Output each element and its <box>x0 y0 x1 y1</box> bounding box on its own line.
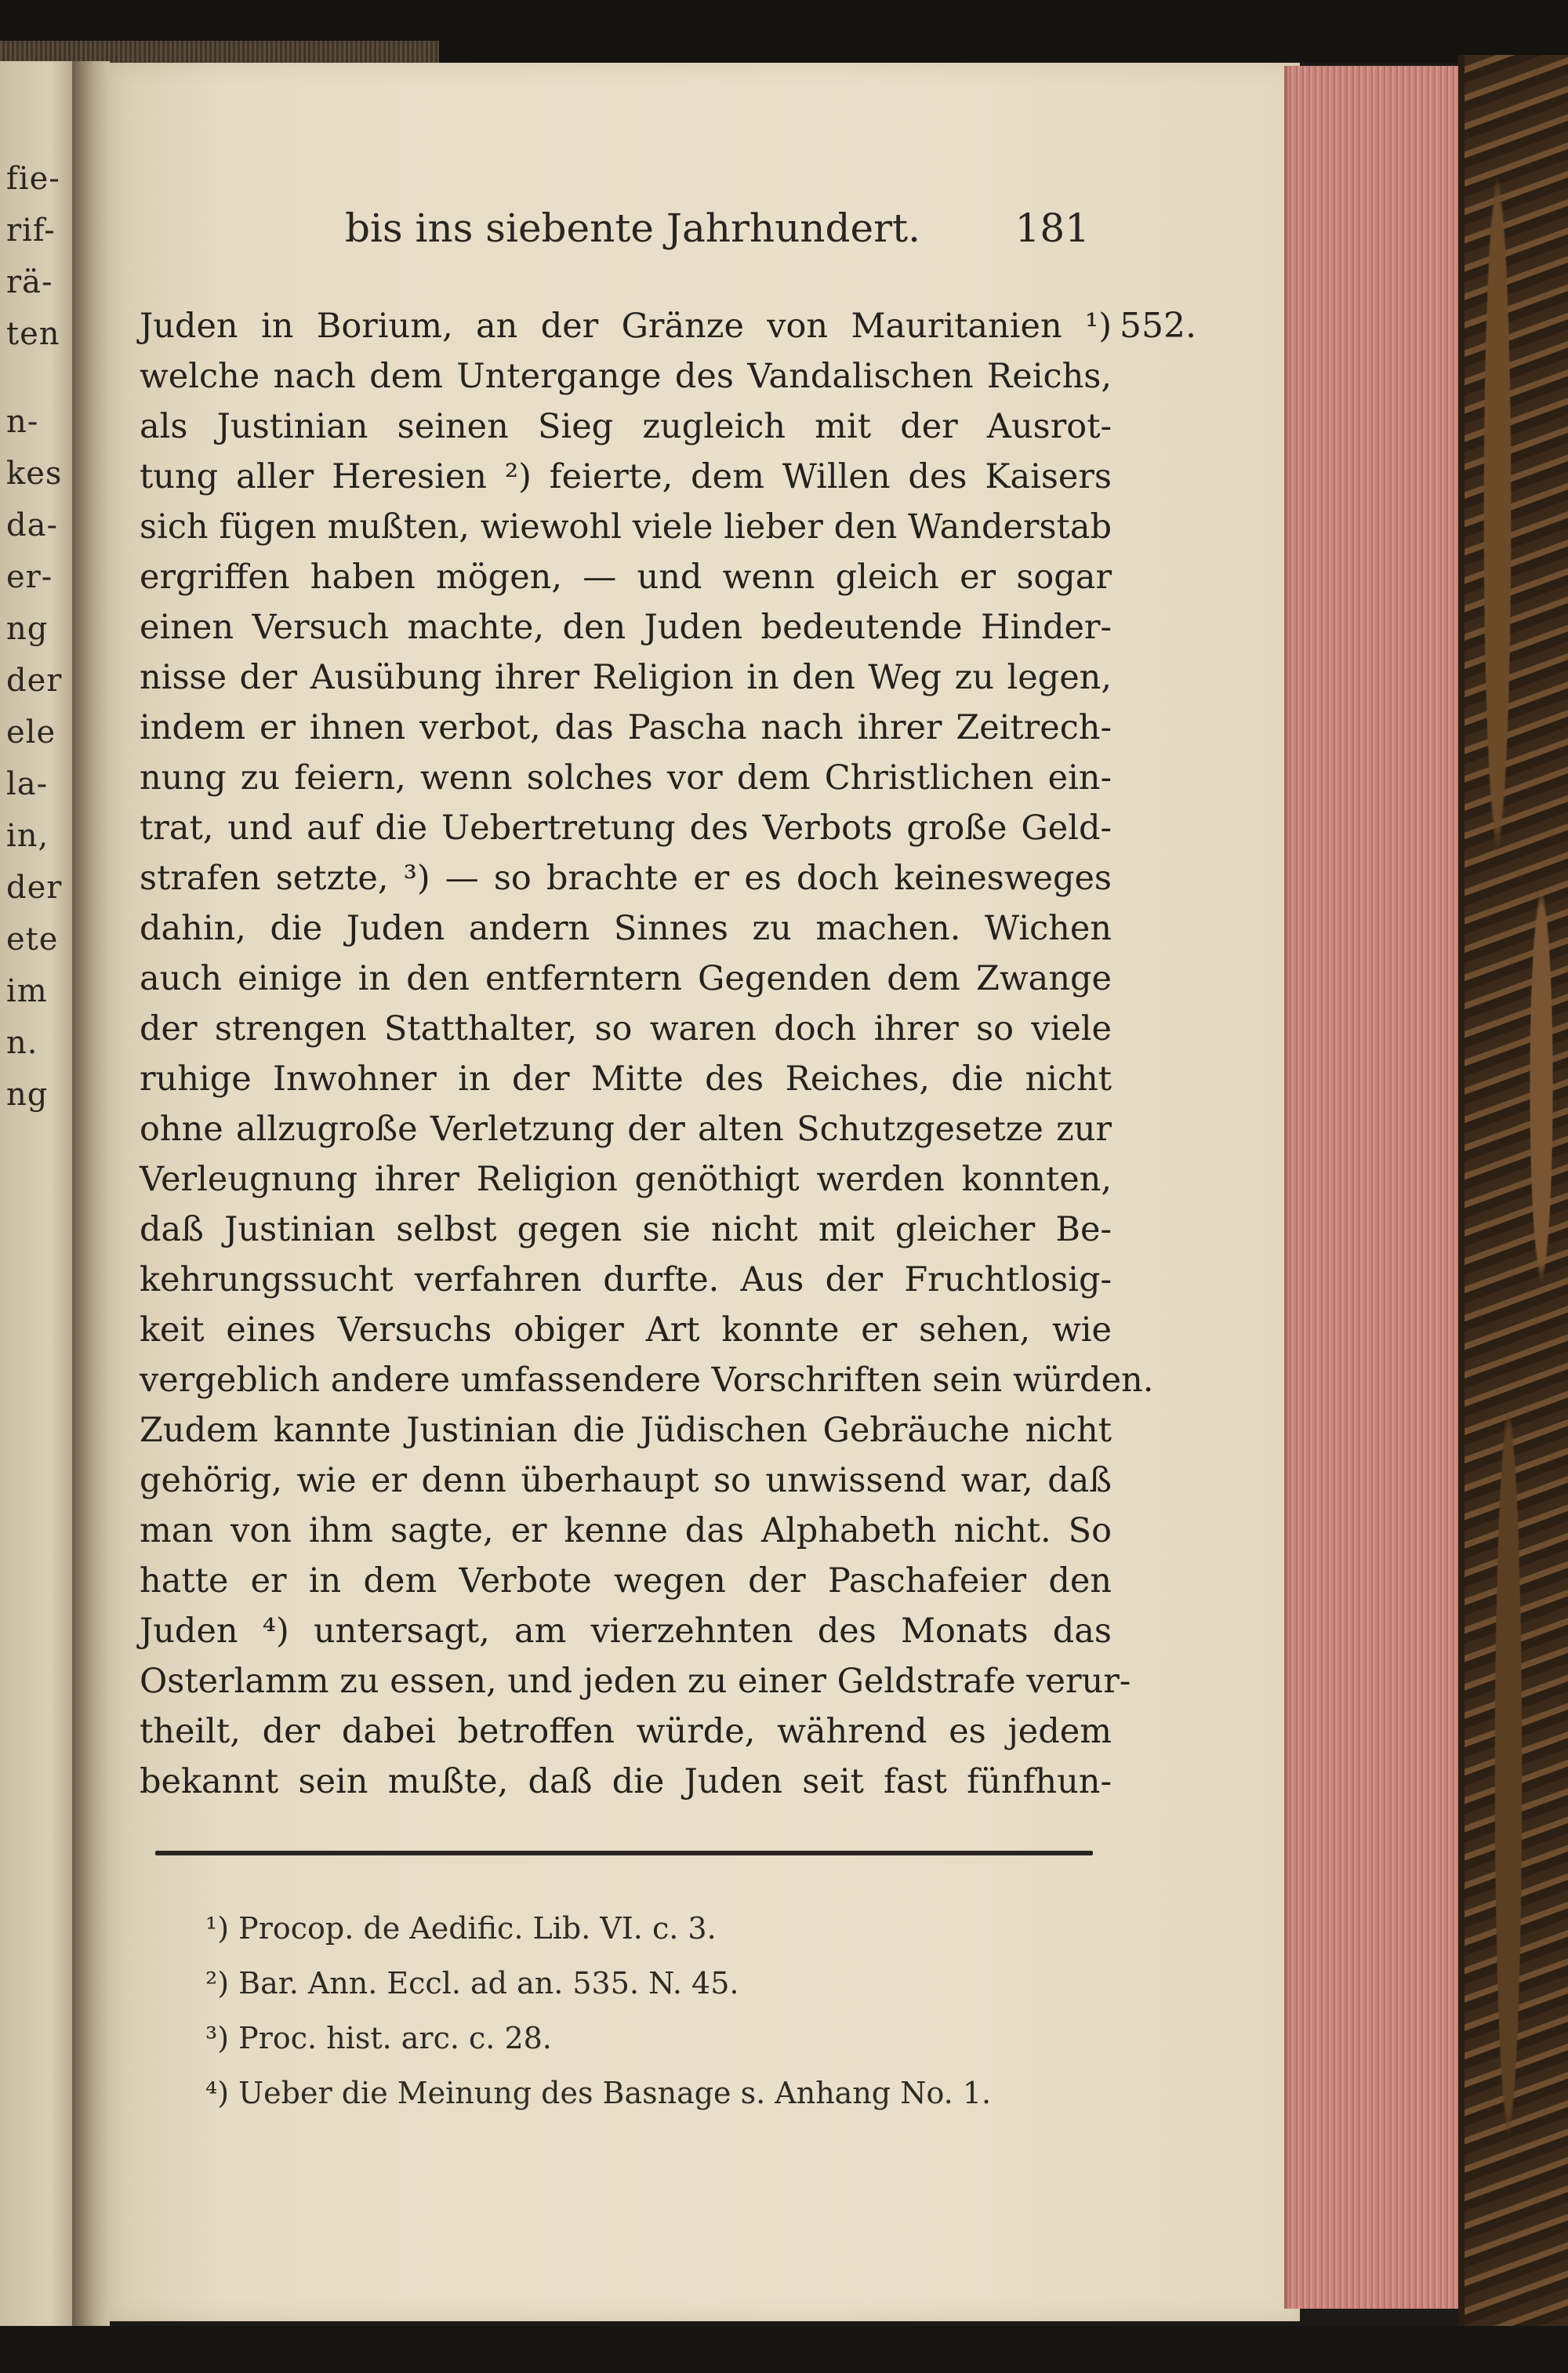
text-line: Juden ⁴) untersagt, am vierzehnten des Monats das <box>140 1612 1112 1651</box>
text-line: Zudem kannte Justinian die Jüdischen Gebräuche nicht <box>140 1411 1112 1450</box>
left-fragment: im <box>6 973 48 1009</box>
left-fragment: ten <box>6 316 60 352</box>
footnotes <box>205 1901 1146 2120</box>
text-line: vergeblich andere umfassendere Vorschriften sein würden. <box>140 1361 1154 1400</box>
text-line: indem er ihnen verbot, das Pascha nach ihrer Zeitrech- <box>140 708 1112 747</box>
text-line: trat, und auf die Uebertretung des Verbots große Geld- <box>140 809 1112 848</box>
left-fragment: rä- <box>6 264 53 300</box>
text-line: theilt, der dabei betroffen würde, während es jedem <box>140 1712 1112 1751</box>
left-fragment: n- <box>6 404 39 440</box>
text-line: man von ihm sagte, er kenne das Alphabeth nicht. So <box>140 1511 1112 1550</box>
text-line: der strengen Statthalter, so waren doch ihrer so viele <box>140 1009 1112 1048</box>
page-edges <box>1284 66 1468 2309</box>
left-fragment: der <box>6 870 63 906</box>
body-text <box>140 301 1154 1807</box>
left-fragment: der <box>6 663 63 699</box>
page-header <box>337 205 1090 260</box>
left-fragment: ng <box>6 1077 49 1113</box>
footnote: ²) Bar. Ann. Eccl. ad an. 535. N. 45. <box>205 1966 739 2001</box>
left-fragment: ete <box>6 921 59 958</box>
marbled-cover <box>1458 55 1568 2345</box>
footnote: ³) Proc. hist. arc. c. 28. <box>205 2021 552 2055</box>
footnote: ⁴) Ueber die Meinung des Basnage s. Anhang No. 1. <box>205 2076 992 2110</box>
text-line: daß Justinian selbst gegen sie nicht mit gleicher Be- <box>140 1210 1112 1249</box>
text-line: Juden in Borium, an der Gränze von Mauritanien ¹) <box>140 307 1112 346</box>
left-fragment: la- <box>6 766 49 802</box>
left-fragment: in, <box>6 818 49 854</box>
text-line: nisse der Ausübung ihrer Religion in den Weg zu legen, <box>140 658 1112 697</box>
text-line: als Justinian seinen Sieg zugleich mit der Ausrot- <box>140 407 1112 446</box>
book-gutter <box>72 61 110 2335</box>
text-line: Osterlamm zu essen, und jeden zu einer Geldstrafe verur- <box>140 1662 1131 1701</box>
footnote: ¹) Procop. de Aedific. Lib. VI. c. 3. <box>205 1911 717 1946</box>
page-number: 181 <box>1014 205 1090 251</box>
background-bottom <box>0 2326 1568 2373</box>
running-title: bis ins siebente Jahrhundert. <box>345 205 920 251</box>
text-line: kehrungssucht verfahren durfte. Aus der Fruchtlosig- <box>140 1260 1112 1299</box>
text-line: dahin, die Juden andern Sinnes zu machen. Wichen <box>140 909 1112 948</box>
text-line: welche nach dem Untergange des Vandalischen Reichs, <box>140 357 1112 396</box>
left-fragment: ele <box>6 714 56 750</box>
text-line: strafen setzte, ³) — so brachte er es doch keinesweges <box>140 859 1112 898</box>
left-fragment: er- <box>6 559 53 595</box>
text-line: ruhige Inwohner in der Mitte des Reiches, die nicht <box>140 1059 1112 1099</box>
left-fragment: n. <box>6 1025 38 1061</box>
left-fragment: fie- <box>6 161 60 197</box>
left-fragment: da- <box>6 507 58 543</box>
text-line: auch einige in den entferntern Gegenden dem Zwange <box>140 959 1112 998</box>
text-line: sich fügen mußten, wiewohl viele lieber den Wanderstab <box>140 507 1112 547</box>
text-line: keit eines Versuchs obiger Art konnte er sehen, wie <box>140 1310 1112 1350</box>
text-line: ohne allzugroße Verletzung der alten Schutzgesetze zur <box>140 1110 1112 1149</box>
text-line: ergriffen haben mögen, — und wenn gleich er sogar <box>140 558 1112 597</box>
text-line: hatte er in dem Verbote wegen der Paschafeier den <box>140 1561 1112 1601</box>
left-fragment: kes <box>6 456 63 492</box>
text-line: nung zu feiern, wenn solches vor dem Christlichen ein- <box>140 758 1112 798</box>
text-line: einen Versuch machte, den Juden bedeutende Hinder- <box>140 608 1112 647</box>
footnote-rule <box>155 1851 1093 1855</box>
text-line: gehörig, wie er denn überhaupt so unwissend war, daß <box>140 1461 1112 1500</box>
previous-page-edge <box>0 61 77 2328</box>
text-line: Verleugnung ihrer Religion genöthigt werden konnten, <box>140 1160 1112 1199</box>
left-fragment: rif- <box>6 213 56 249</box>
text-line: bekannt sein mußte, daß die Juden seit fast fünfhun- <box>140 1762 1112 1801</box>
text-line: tung aller Heresien ²) feierte, dem Willen des Kaisers <box>140 457 1112 496</box>
left-fragment: ng <box>6 611 49 647</box>
margin-year-note: 552. <box>1120 306 1196 346</box>
